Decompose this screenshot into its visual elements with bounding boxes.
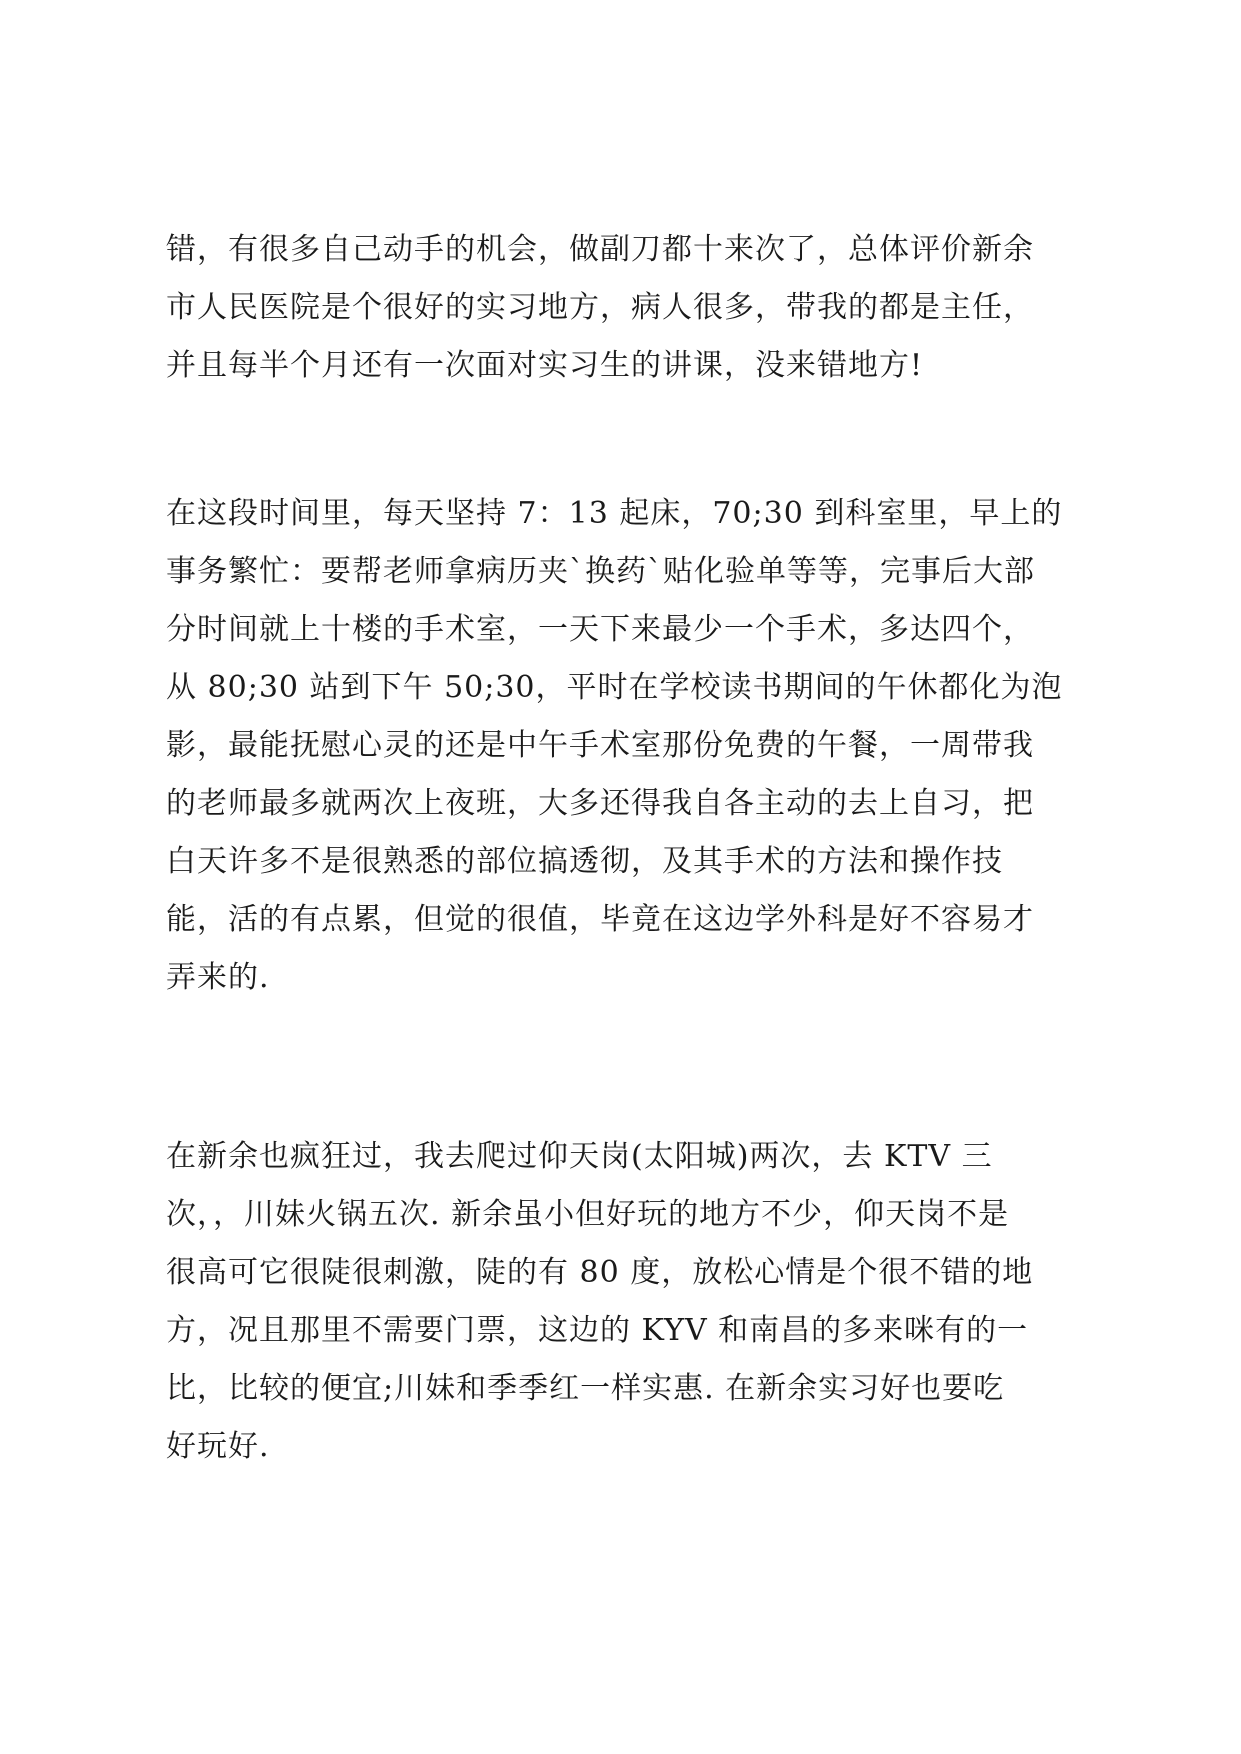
text-line: 错，有很多自己动手的机会，做副刀都十来次了，总体评价新余 bbox=[166, 232, 1034, 267]
text-line: 的老师最多就两次上夜班，大多还得我自各主动的去上自习，把 bbox=[166, 786, 1034, 821]
text-line: 能，活的有点累，但觉的很值，毕竟在这边学外科是好不容易才 bbox=[166, 902, 1034, 937]
paragraph-daily-routine bbox=[166, 485, 1086, 1007]
text-line: 方，况且那里不需要门票，这边的 KYV 和南昌的多来咪有的一 bbox=[166, 1313, 1029, 1348]
text-line: 事务繁忙：要帮老师拿病历夹`换药`贴化验单等等，完事后大部 bbox=[166, 554, 1035, 589]
text-line: 在新余也疯狂过，我去爬过仰天岗(太阳城)两次，去 KTV 三 bbox=[166, 1139, 993, 1174]
text-line: 比，比较的便宜;川妹和季季红一样实惠. 在新余实习好也要吃 bbox=[166, 1371, 1005, 1406]
text-line: 好玩好. bbox=[166, 1429, 270, 1464]
text-line: 白天许多不是很熟悉的部位搞透彻，及其手术的方法和操作技 bbox=[166, 844, 1003, 879]
text-line: 影，最能抚慰心灵的还是中午手术室那份免费的午餐，一周带我 bbox=[166, 728, 1034, 763]
text-line: 弄来的. bbox=[166, 960, 270, 995]
text-line: 并且每半个月还有一次面对实习生的讲课，没来错地方! bbox=[166, 348, 924, 383]
text-line: 分时间就上十楼的手术室，一天下来最少一个手术，多达四个， bbox=[166, 612, 1034, 647]
text-line: 市人民医院是个很好的实习地方，病人很多，带我的都是主任， bbox=[166, 290, 1034, 325]
paragraph-leisure bbox=[166, 1128, 1086, 1476]
text-line: 次，，川妹火锅五次. 新余虽小但好玩的地方不少，仰天岗不是 bbox=[166, 1197, 1010, 1232]
text-line: 从 80;30 站到下午 50;30，平时在学校读书期间的午休都化为泡 bbox=[166, 670, 1063, 705]
text-line: 在这段时间里，每天坚持 7：13 起床，70;30 到科室里，早上的 bbox=[166, 496, 1063, 531]
text-line: 很高可它很陡很刺激，陡的有 80 度，放松心情是个很不错的地 bbox=[166, 1255, 1034, 1290]
paragraph-internship-review bbox=[166, 221, 1086, 395]
